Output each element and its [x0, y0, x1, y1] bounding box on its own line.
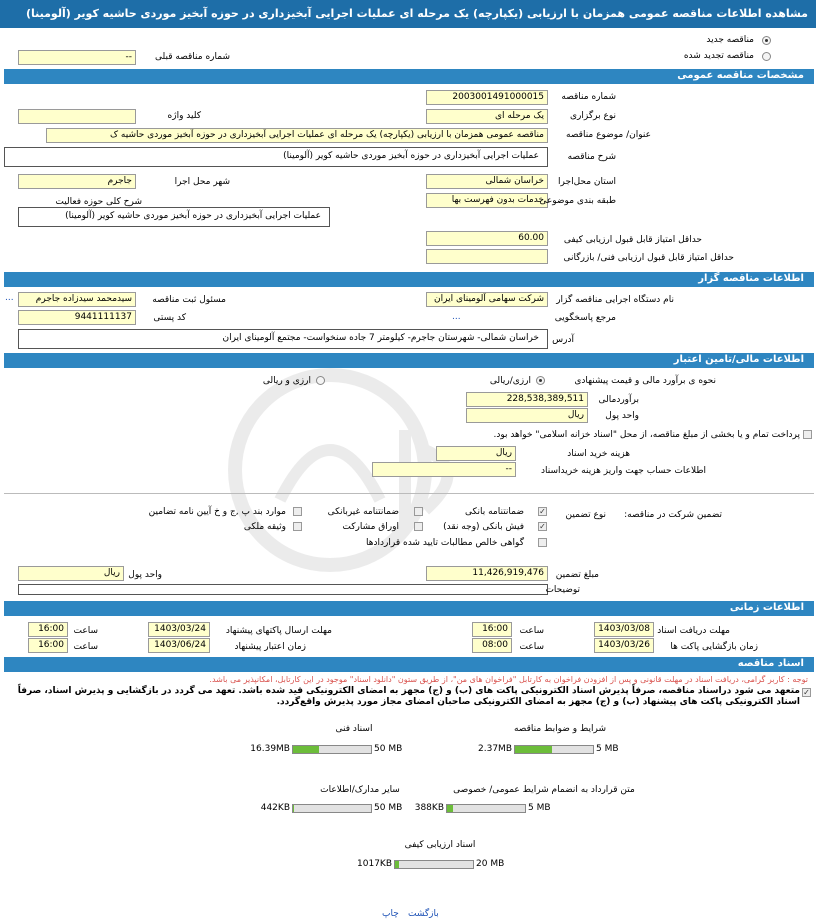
- document-size: 388KB: [414, 803, 444, 813]
- registrar-label: مسئول ثبت مناقصه: [152, 295, 226, 305]
- document-progress-bar: [394, 860, 474, 869]
- province-label: استان محل‌اجرا: [558, 177, 616, 187]
- documents-note: توجه : کاربر گرامی، دریافت اسناد در مهلت قانونی و پس از افزودن فراخوان به کارتابل "فراخوان های من"، از طریق ستون "دانلود اسناد" موجود در این کارتابل، امکانپذیر می باشد.: [209, 675, 808, 684]
- document-max-size: 50 MB: [374, 744, 403, 754]
- tender-type-label: نوع برگزاری: [570, 111, 616, 121]
- document-size: 442KB: [260, 803, 290, 813]
- divider: [4, 493, 814, 494]
- organization-label: نام دستگاه اجرایی مناقصه گزار: [556, 295, 674, 305]
- min-tech-label: حداقل امتیاز قابل قبول ارزیابی فنی/ بازرگانی: [563, 253, 734, 263]
- doc-cost-label: هزینه خرید اسناد: [567, 449, 630, 459]
- estimate-label: برآوردمالی: [598, 395, 639, 405]
- open-date-input[interactable]: 1403/03/26: [594, 638, 654, 653]
- receive-time-input[interactable]: 16:00: [472, 622, 512, 637]
- address-box: خراسان شمالی- شهرستان جاجرم- کیلومتر 7 جاده سنخواست- مجتمع آلومینای ایران: [18, 329, 548, 349]
- registrar-more-link[interactable]: ...: [5, 293, 14, 303]
- tender-number-input[interactable]: 2003001491000015: [426, 90, 548, 105]
- radio-new-tender[interactable]: [762, 36, 771, 45]
- section-general: مشخصات مناقصه عمومی: [4, 69, 814, 84]
- subject-label: عنوان/ موضوع مناقصه: [566, 130, 651, 140]
- radio-renewed-tender-label: مناقصه تجدید شده: [683, 51, 754, 61]
- city-input[interactable]: جاجرم: [18, 174, 136, 189]
- send-time-label: ساعت: [73, 626, 98, 636]
- open-label: زمان بازگشایی پاکت ها: [670, 642, 758, 652]
- guarantee-label: تضمین شرکت در مناقصه:: [624, 510, 722, 520]
- validity-time-input[interactable]: 16:00: [28, 638, 68, 653]
- document-label: اسناد فنی: [335, 724, 373, 734]
- validity-label: زمان اعتبار پیشنهاد: [234, 642, 306, 652]
- document-label: متن قرارداد به انضمام شرایط عمومی/ خصوصی: [453, 785, 635, 795]
- document-size: 1017KB: [357, 859, 392, 869]
- validity-time-label: ساعت: [73, 642, 98, 652]
- document-max-size: 5 MB: [528, 803, 551, 813]
- prev-number-input[interactable]: --: [18, 50, 136, 65]
- province-input[interactable]: خراسان شمالی: [426, 174, 548, 189]
- document-label: سایر مدارک/اطلاعات: [320, 785, 400, 795]
- document-progress-bar: [514, 745, 594, 754]
- document-progress-bar: [446, 804, 526, 813]
- receive-date-input[interactable]: 1403/03/08: [594, 622, 654, 637]
- document-max-size: 50 MB: [374, 803, 403, 813]
- registrar-input[interactable]: سیدمحمد سیدزاده جاجرم: [18, 292, 136, 307]
- keyword-label: کلید واژه: [167, 111, 201, 121]
- receive-time-label: ساعت: [519, 626, 544, 636]
- treasury-checkbox[interactable]: [803, 430, 812, 439]
- guarantee-currency-input[interactable]: ریال: [18, 566, 124, 581]
- document-progress-fill: [293, 746, 319, 753]
- g-bonds-label: اوراق مشارکت: [342, 522, 399, 532]
- account-input[interactable]: --: [372, 462, 516, 477]
- document-progress-fill: [395, 861, 399, 868]
- radio-new-tender-label: مناقصه جدید: [706, 35, 754, 45]
- min-tech-input[interactable]: [426, 249, 548, 264]
- document-size: 16.39MB: [250, 744, 290, 754]
- page-title: مشاهده اطلاعات مناقصه عمومی همزمان با ارزیابی (یکپارچه) یک مرحله ای عملیات اجرایی آبخیزداری در حوزه آبخیز موردی حاشیه کویر (آلومینا): [0, 0, 816, 28]
- keyword-input[interactable]: [18, 109, 136, 124]
- g-nonbank-checkbox[interactable]: [414, 507, 423, 516]
- send-time-input[interactable]: 16:00: [28, 622, 68, 637]
- document-progress-fill: [515, 746, 552, 753]
- section-documents: اسناد مناقصه: [4, 657, 814, 672]
- back-link[interactable]: بازگشت: [408, 909, 439, 919]
- notes-box[interactable]: [18, 584, 548, 595]
- g-check-label: فیش بانکی (وجه نقد): [443, 522, 524, 532]
- g-claims-label: گواهی خالص مطالبات تایید شده قراردادها: [366, 538, 524, 548]
- pledge-text: متعهد می شود دراسناد مناقصه، صرفاً پذیرش اسناد الکترونیکی پاکت های (ب) و (ج) مجهز به امضای الکترونیکی قید شده باشد. تعهد می گردد در بازگشایی و پذیرش اسناد، صرفاً اسناد الکترونیکی پاکت های پیشنهاد (ب) و (ج) مجهز به امضای الکترونیکی صاحبان امضای مجاز مورد پذیرش واقع‌گردد.: [17, 686, 800, 707]
- section-financial: اطلاعات مالی/تامین اعتبار: [4, 353, 814, 368]
- radio-currency-rial-label: ارزی و ریالی: [262, 376, 311, 386]
- document-label: شرایط و ضوابط مناقصه: [513, 724, 607, 734]
- g-claims-checkbox[interactable]: [538, 538, 547, 547]
- account-label: اطلاعات حساب جهت واریز هزینه خریداسناد: [541, 466, 706, 476]
- guarantee-currency-label: واحد پول: [128, 570, 162, 580]
- category-input[interactable]: خدمات بدون فهرست بها: [426, 193, 548, 208]
- prev-number-label: شماره مناقصه قبلی: [155, 52, 230, 62]
- description-label: شرح مناقصه: [567, 152, 616, 162]
- guarantee-type-label: نوع تضمین: [565, 510, 606, 520]
- radio-renewed-tender[interactable]: [762, 52, 771, 61]
- g-property-checkbox[interactable]: [293, 522, 302, 531]
- document-progress-bar: [292, 804, 372, 813]
- g-check-checkbox[interactable]: ✓: [539, 522, 546, 531]
- city-label: شهر محل اجرا: [174, 177, 230, 187]
- g-bonds-checkbox[interactable]: [414, 522, 423, 531]
- guarantee-amount-label: مبلغ تضمین: [555, 570, 599, 580]
- g-clauses-checkbox[interactable]: [293, 507, 302, 516]
- send-label: مهلت ارسال پاکتهای پیشنهاد: [225, 626, 332, 636]
- section-organizer: اطلاعات مناقصه گزار: [4, 272, 814, 287]
- subject-input[interactable]: مناقصه عمومی همزمان با ارزیابی (یکپارچه) یک مرحله ای عملیات اجرایی آبخیزداری در حوزه آبخیز موردی حاشیه ک: [46, 128, 548, 143]
- radio-rial[interactable]: [536, 376, 545, 385]
- postal-code-label: کد پستی: [153, 313, 186, 323]
- send-date-input[interactable]: 1403/03/24: [148, 622, 210, 637]
- guarantee-amount-input[interactable]: 11,426,919,476: [426, 566, 548, 581]
- activity-box: عملیات اجرایی آبخیزداری در حوزه آبخیز موردی حاشیه کویر (آلومینا): [18, 207, 330, 227]
- document-max-size: 20 MB: [476, 859, 505, 869]
- notes-label: توضیحات: [545, 585, 580, 595]
- pledge-checkbox[interactable]: ✓: [803, 688, 810, 697]
- g-bank-label: ضمانتنامه بانکی: [465, 507, 524, 517]
- address-label: آدرس: [552, 335, 574, 345]
- document-progress-fill: [293, 805, 294, 812]
- radio-rial-label: ارزی/ریالی: [489, 376, 531, 386]
- treasury-text: پرداخت تمام و یا بخشی از مبلغ مناقصه، از محل "اسناد خزانه اسلامی" خواهد بود.: [493, 430, 800, 440]
- open-time-input[interactable]: 08:00: [472, 638, 512, 653]
- currency-input[interactable]: ریال: [466, 408, 588, 423]
- document-progress-fill: [447, 805, 453, 812]
- doc-cost-input[interactable]: ریال: [436, 446, 516, 461]
- tender-number-label: شماره مناقصه: [561, 92, 616, 102]
- g-bank-checkbox[interactable]: ✓: [539, 507, 546, 516]
- reference-label: مرجع پاسخگویی: [554, 313, 616, 323]
- estimate-type-label: نحوه ی برآورد مالی و قیمت پیشنهادی: [574, 376, 716, 386]
- tender-type-input[interactable]: یک مرحله ای: [426, 109, 548, 124]
- min-quality-label: حداقل امتیاز قابل قبول ارزیابی کیفی: [563, 235, 702, 245]
- g-nonbank-label: ضمانتنامه غیربانکی: [327, 507, 399, 517]
- radio-currency-rial[interactable]: [316, 376, 325, 385]
- category-label: طبقه بندی موضوعی: [539, 196, 616, 206]
- estimate-input[interactable]: 228,538,389,511: [466, 392, 588, 407]
- g-property-label: وثیقه ملکی: [243, 522, 286, 532]
- document-progress-bar: [292, 745, 372, 754]
- description-box: عملیات اجرایی آبخیزداری در حوزه آبخیز موردی حاشیه کویر (آلومینا): [4, 147, 548, 167]
- open-time-label: ساعت: [519, 642, 544, 652]
- reference-link[interactable]: ...: [452, 312, 461, 322]
- validity-date-input[interactable]: 1403/06/24: [148, 638, 210, 653]
- section-timing: اطلاعات زمانی: [4, 601, 814, 616]
- postal-code-input[interactable]: 9441111137: [18, 310, 136, 325]
- receive-label: مهلت دریافت اسناد: [657, 626, 730, 636]
- print-link[interactable]: چاپ: [382, 909, 399, 919]
- activity-label: شرح کلی حوزه فعالیت: [55, 197, 142, 207]
- organization-input[interactable]: شرکت سهامی آلومینای ایران: [426, 292, 548, 307]
- document-max-size: 5 MB: [596, 744, 619, 754]
- currency-label: واحد پول: [605, 411, 639, 421]
- min-quality-input[interactable]: 60.00: [426, 231, 548, 246]
- document-size: 2.37MB: [478, 744, 512, 754]
- document-label: اسناد ارزیابی کیفی: [404, 840, 476, 850]
- g-clauses-label: موارد بند پ ,ج و خ آیین نامه تضامین: [148, 507, 286, 517]
